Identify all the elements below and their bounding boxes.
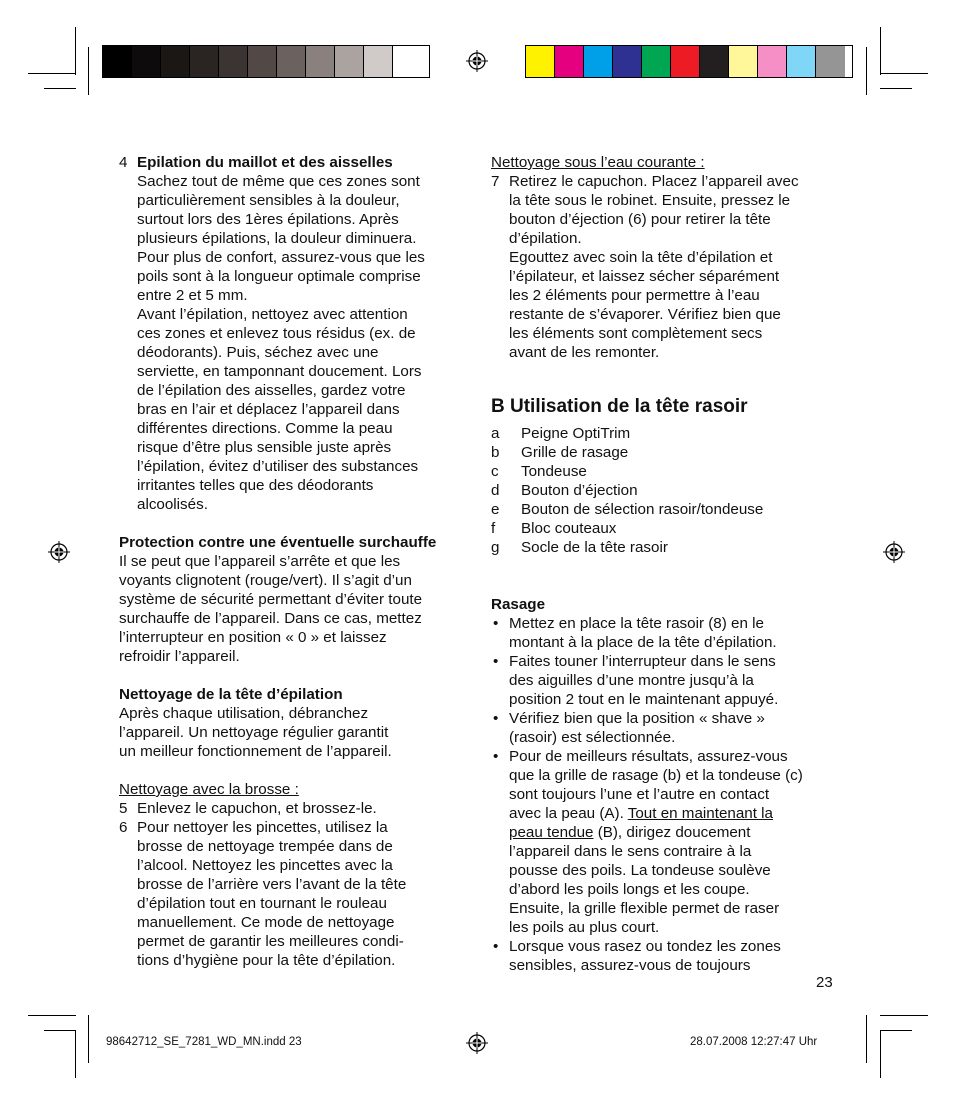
step-6 — [119, 818, 469, 970]
parts-list-item — [491, 424, 841, 443]
step-4 — [119, 153, 469, 514]
color-swatch — [277, 46, 306, 77]
text-line: surchauffe de l’appareil. Dans ce cas, mettez — [119, 610, 422, 627]
text-line: différentes directions. Comme la peau — [137, 420, 393, 437]
registration-mark-icon — [466, 1032, 488, 1054]
text-line: Pour de meilleurs résultats, assurez-vous — [509, 748, 788, 765]
paragraph — [119, 704, 469, 761]
parts-list — [491, 424, 841, 557]
crop-mark — [880, 73, 928, 74]
step-text — [137, 818, 469, 970]
text-line: les poils au plus court. — [509, 919, 660, 936]
text-line: Egouttez avec soin la tête d’épilation et — [509, 249, 773, 266]
color-swatch — [555, 46, 584, 77]
color-swatch — [335, 46, 364, 77]
text-line: risque d’être plus sensible juste après — [137, 439, 392, 456]
bullet-item — [491, 937, 841, 975]
color-swatch — [219, 46, 248, 77]
text-line: ces zones et enlevez tous résidus (ex. de — [137, 325, 416, 342]
crop-mark — [866, 1015, 867, 1063]
subsection-title: Nettoyage sous l’eau courante : — [491, 154, 705, 171]
text-line: l’appareil dans le sens contraire à la — [509, 843, 752, 860]
text-line: Mettez en place la tête rasoir (8) en le — [509, 615, 764, 632]
text-line: serviette, en tamponnant doucement. Lors — [137, 363, 422, 380]
crop-mark — [88, 47, 89, 95]
bullet-text — [509, 614, 841, 652]
parts-list-item — [491, 481, 841, 500]
text-line: Après chaque utilisation, débranchez — [119, 705, 369, 722]
bullet-item — [491, 709, 841, 747]
text-line: surtout lors des 1ères épilations. Après — [137, 211, 399, 228]
parts-list-item — [491, 519, 841, 538]
text-line: sensibles, assurez-vous de toujours — [509, 957, 751, 974]
crop-mark — [866, 47, 867, 95]
part-label: Peigne OptiTrim — [521, 425, 631, 442]
bullet-item — [491, 747, 841, 937]
text-line: montant à la place de la tête d’épilation. — [509, 634, 777, 651]
text-line: l’interrupteur en position « 0 » et laissez — [119, 629, 387, 646]
bullet-icon: • — [493, 938, 499, 955]
part-letter: a — [491, 425, 500, 442]
crop-mark — [88, 1015, 89, 1063]
text-line: voyants clignotent (rouge/vert). Il s’agit d’un — [119, 572, 412, 589]
text-line: système de sécurité permettant d’éviter toute — [119, 591, 423, 608]
parts-list-item — [491, 462, 841, 481]
grayscale-color-bar — [102, 45, 430, 78]
part-letter: e — [491, 501, 500, 518]
crop-mark — [880, 88, 912, 89]
crop-mark — [75, 1030, 76, 1078]
text-line: d’épilation tout en tournant le rouleau — [137, 895, 387, 912]
color-swatch — [671, 46, 700, 77]
color-swatch — [161, 46, 190, 77]
part-letter: c — [491, 463, 499, 480]
registration-mark-icon — [883, 541, 905, 563]
color-swatch — [613, 46, 642, 77]
registration-mark-icon — [48, 541, 70, 563]
registration-mark-icon — [466, 50, 488, 72]
text-line: de l’épilation des aisselles, gardez votre — [137, 382, 406, 399]
text-line: permet de garantir les meilleures condi- — [137, 933, 404, 950]
color-swatch — [729, 46, 758, 77]
text-line: (rasoir) est sélectionnée. — [509, 729, 676, 746]
part-label: Bloc couteaux — [521, 520, 617, 537]
text-line: des aiguilles d’une montre jusqu’à la — [509, 672, 754, 689]
text-line: restante de s’évaporer. Vérifiez bien que — [509, 306, 781, 323]
part-label: Bouton d’éjection — [521, 482, 638, 499]
step-number: 6 — [119, 819, 128, 836]
crop-mark — [28, 73, 76, 74]
color-swatch — [393, 46, 422, 77]
text-line: Sachez tout de même que ces zones sont — [137, 173, 420, 190]
text-line: l’appareil. Un nettoyage régulier garantit — [119, 724, 389, 741]
text-line: Ensuite, la grille flexible permet de raser — [509, 900, 780, 917]
text-line: Pour nettoyer les pincettes, utilisez la — [137, 819, 388, 836]
underlined-text: Tout en maintenant la — [627, 805, 773, 822]
part-label: Bouton de sélection rasoir/tondeuse — [521, 501, 764, 518]
step-text — [137, 172, 469, 514]
text-line: brosse de nettoyage trempée dans de — [137, 838, 393, 855]
step-number: 7 — [491, 173, 500, 190]
text-line: un meilleur fonctionnement de l’appareil. — [119, 743, 392, 760]
text-line: les 2 éléments pour permettre à l’eau — [509, 287, 760, 304]
color-swatch — [248, 46, 277, 77]
paragraph — [119, 552, 469, 666]
text-line: que la grille de rasage (b) et la tondeuse (c) — [509, 767, 803, 784]
text-line: l’épilation, évitez d’utiliser des substances — [137, 458, 419, 475]
crop-mark — [880, 1015, 928, 1016]
part-letter: g — [491, 539, 500, 556]
text-line: plusieurs épilations, la douleur diminuera. — [137, 230, 417, 247]
text-line: d’abord les poils longs et les coupe. — [509, 881, 750, 898]
bullet-text — [509, 747, 841, 937]
text-line: déodorants). Puis, séchez avec une — [137, 344, 379, 361]
text-line: manuellement. Ce mode de nettoyage — [137, 914, 395, 931]
footer-file-name: 98642712_SE_7281_WD_MN.indd 23 — [106, 1036, 302, 1048]
parts-list-item — [491, 443, 841, 462]
part-label: Grille de rasage — [521, 444, 629, 461]
color-swatch — [700, 46, 729, 77]
crop-mark — [880, 1030, 912, 1031]
text-line: irritantes telles que des déodorants — [137, 477, 374, 494]
left-column — [119, 153, 469, 970]
step-7 — [491, 172, 841, 362]
color-swatch — [758, 46, 787, 77]
bullet-item — [491, 614, 841, 652]
bullet-icon: • — [493, 615, 499, 632]
text-line: refroidir l’appareil. — [119, 648, 240, 665]
subsection-title: Nettoyage avec la brosse : — [119, 781, 299, 798]
section-title: Protection contre une éventuelle surchauffe — [119, 534, 437, 551]
text-line: les éléments sont complètement secs — [509, 325, 763, 342]
text-line: alcoolisés. — [137, 496, 208, 513]
text-line: avant de les remonter. — [509, 344, 660, 361]
text-line: la tête sous le robinet. Ensuite, pressez le — [509, 192, 791, 209]
underlined-text: peau tendue — [509, 824, 594, 841]
part-label: Socle de la tête rasoir — [521, 539, 668, 556]
crop-mark — [28, 1015, 76, 1016]
step-5 — [119, 799, 469, 818]
bullet-icon: • — [493, 653, 499, 670]
color-swatch — [190, 46, 219, 77]
text-fragment: (B), dirigez doucement — [593, 824, 751, 841]
text-line: sont toujours l’une et l’autre en contact — [509, 786, 770, 803]
crop-mark — [880, 1030, 881, 1078]
crop-mark — [44, 1030, 76, 1031]
text-line: l’alcool. Nettoyez les pincettes avec la — [137, 857, 393, 874]
step-text: Enlevez le capuchon, et brossez-le. — [137, 800, 377, 817]
color-swatch — [584, 46, 613, 77]
section-heading: B Utilisation de la tête rasoir — [491, 396, 748, 417]
text-line: poils sont à la longueur optimale comprise — [137, 268, 421, 285]
section-title: Nettoyage de la tête d’épilation — [119, 686, 343, 703]
crop-mark — [880, 27, 881, 75]
bullet-text — [509, 937, 841, 975]
color-swatch — [103, 46, 132, 77]
text-line: bras en l’air et déplacez l’appareil dans — [137, 401, 400, 418]
text-line: tions d’hygiène pour la tête d’épilation. — [137, 952, 396, 969]
crop-mark — [44, 88, 76, 89]
bullet-icon: • — [493, 748, 499, 765]
bullet-icon: • — [493, 710, 499, 727]
text-line: bouton d’éjection (6) pour retirer la tête — [509, 211, 771, 228]
color-swatch — [364, 46, 393, 77]
step-number: 4 — [119, 154, 128, 171]
step-text — [509, 172, 841, 362]
parts-list-item — [491, 538, 841, 557]
text-line: d’épilation. — [509, 230, 582, 247]
color-swatch — [816, 46, 845, 77]
text-line: Pour plus de confort, assurez-vous que les — [137, 249, 425, 266]
part-letter: b — [491, 444, 500, 461]
text-line: brosse de l’arrière vers l’avant de la tête — [137, 876, 407, 893]
crop-mark — [75, 27, 76, 75]
text-line: Vérifiez bien que la position « shave » — [509, 710, 765, 727]
part-label: Tondeuse — [521, 463, 587, 480]
color-swatch — [787, 46, 816, 77]
color-swatch — [642, 46, 671, 77]
bullet-text — [509, 709, 841, 747]
process-color-bar — [525, 45, 853, 78]
text-line: Retirez le capuchon. Placez l’appareil avec — [509, 173, 799, 190]
color-swatch — [306, 46, 335, 77]
text-line: Lorsque vous rasez ou tondez les zones — [509, 938, 781, 955]
part-letter: d — [491, 482, 500, 499]
text-line: position 2 tout en le maintenant appuyé. — [509, 691, 779, 708]
color-swatch — [132, 46, 161, 77]
text-line: l’épilateur, et laissez sécher séparément — [509, 268, 780, 285]
bullet-text — [509, 652, 841, 709]
text-line — [509, 823, 841, 842]
part-letter: f — [491, 520, 496, 537]
text-line: pousse des poils. La tondeuse soulève — [509, 862, 771, 879]
right-column — [491, 153, 841, 975]
section-title: Epilation du maillot et des aisselles — [137, 154, 393, 171]
footer-date: 28.07.2008 12:27:47 Uhr — [690, 1036, 818, 1048]
section-title: Rasage — [491, 596, 546, 613]
text-line: Avant l’épilation, nettoyez avec attention — [137, 306, 408, 323]
step-number: 5 — [119, 800, 128, 817]
text-line: Il se peut que l’appareil s’arrête et que les — [119, 553, 401, 570]
page-number: 23 — [816, 974, 833, 991]
color-swatch — [526, 46, 555, 77]
parts-list-item — [491, 500, 841, 519]
text-line: Faites touner l’interrupteur dans le sens — [509, 653, 776, 670]
text-line — [509, 804, 841, 823]
text-line: entre 2 et 5 mm. — [137, 287, 248, 304]
text-fragment: avec la peau (A). — [509, 805, 628, 822]
bullet-item — [491, 652, 841, 709]
text-line: particulièrement sensibles à la douleur, — [137, 192, 400, 209]
